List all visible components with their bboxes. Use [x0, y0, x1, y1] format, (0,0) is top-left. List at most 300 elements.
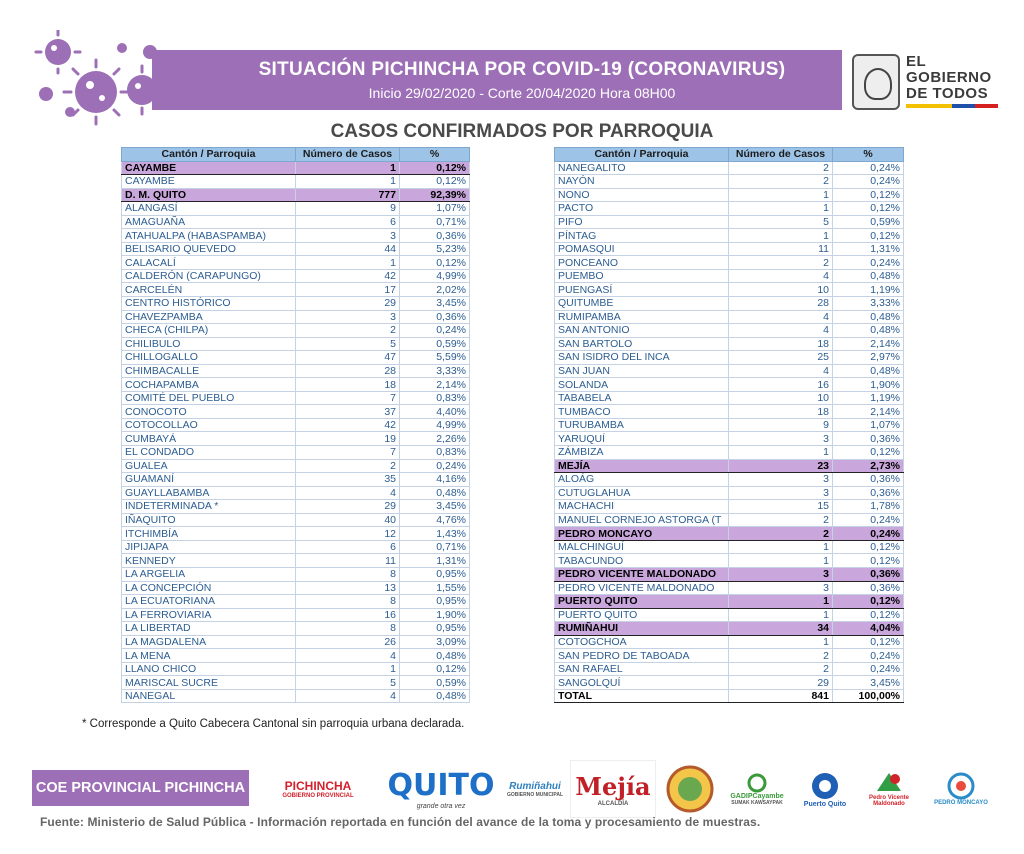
table-row [122, 662, 470, 676]
cell-name: CUMBAYÁ [122, 432, 296, 446]
canton-total-row [122, 161, 470, 175]
cell-cases: 3 [296, 310, 400, 324]
table-row [555, 337, 904, 351]
cell-name: CAYAMBE [122, 175, 296, 189]
cell-cases: 6 [296, 540, 400, 554]
cell-pct: 0,12% [833, 446, 904, 460]
cell-cases: 28 [729, 297, 833, 311]
table-row [122, 432, 470, 446]
cell-pct: 3,45% [400, 500, 470, 514]
cell-pct: 0,95% [400, 622, 470, 636]
table-row [122, 608, 470, 622]
cell-cases: 18 [729, 337, 833, 351]
cell-name: ITCHIMBÍA [122, 527, 296, 541]
cell-cases: 2 [729, 513, 833, 527]
table-row [555, 635, 904, 649]
table-row [122, 229, 470, 243]
cell-pct: 0,83% [400, 446, 470, 460]
col-header-pct: % [400, 148, 470, 162]
table-row [122, 391, 470, 405]
total-row [555, 689, 904, 703]
cell-pct: 3,45% [400, 297, 470, 311]
cell-cases: 7 [296, 446, 400, 460]
cell-name: LA CONCEPCIÓN [122, 581, 296, 595]
cell-name: SAN PEDRO DE TABOADA [555, 649, 729, 663]
cell-name: PUERTO QUITO [555, 595, 729, 609]
cell-pct: 4,04% [833, 622, 904, 636]
cell-name: PONCEANO [555, 256, 729, 270]
cell-cases: 29 [296, 500, 400, 514]
cell-name: ATAHUALPA (HABASPAMBA) [122, 229, 296, 243]
cell-cases: 9 [729, 418, 833, 432]
table-header-row [122, 148, 470, 162]
cell-cases: 1 [296, 161, 400, 175]
cell-name: SANGOLQUÍ [555, 676, 729, 690]
municipal-seal-icon [664, 760, 716, 818]
cell-name: MANUEL CORNEJO ASTORGA (T [555, 513, 729, 527]
cell-pct: 0,24% [833, 527, 904, 541]
table-row [122, 446, 470, 460]
cell-name: ALOÁG [555, 473, 729, 487]
cell-cases: 10 [729, 283, 833, 297]
cell-name: QUITUMBE [555, 297, 729, 311]
report-title: SITUACIÓN PICHINCHA POR COVID-19 (CORONAVIRUS) [258, 59, 786, 80]
cell-name: POMASQUI [555, 242, 729, 256]
rumiñahui-logo: Rumiñahui GOBIERNO MUNICIPAL [506, 780, 564, 798]
cell-name: PEDRO MONCAYO [555, 527, 729, 541]
table-row [555, 486, 904, 500]
cell-cases: 3 [729, 473, 833, 487]
cell-cases: 6 [296, 215, 400, 229]
table-row [555, 188, 904, 202]
cell-cases: 4 [729, 310, 833, 324]
table-row [555, 215, 904, 229]
table-row [555, 391, 904, 405]
cell-pct: 0,71% [400, 215, 470, 229]
cell-name: AMAGUAÑA [122, 215, 296, 229]
cell-name: MEJÍA [555, 459, 729, 473]
table-row [555, 269, 904, 283]
cell-cases: 777 [296, 188, 400, 202]
cell-pct: 0,24% [400, 324, 470, 338]
cell-pct: 100,00% [833, 689, 904, 703]
cell-cases: 40 [296, 513, 400, 527]
cell-cases: 10 [729, 391, 833, 405]
table-row [122, 513, 470, 527]
cell-cases: 3 [729, 486, 833, 500]
cell-cases: 13 [296, 581, 400, 595]
cell-cases: 1 [729, 202, 833, 216]
cell-name: PEDRO VICENTE MALDONADO [555, 581, 729, 595]
table-row [555, 500, 904, 514]
cell-cases: 3 [729, 581, 833, 595]
table-row [122, 635, 470, 649]
table-row [122, 486, 470, 500]
table-row [122, 202, 470, 216]
table-row [122, 567, 470, 581]
cell-pct: 0,12% [833, 540, 904, 554]
cell-pct: 0,12% [833, 554, 904, 568]
table-row [122, 310, 470, 324]
cell-cases: 3 [729, 432, 833, 446]
cell-pct: 0,95% [400, 595, 470, 609]
cell-name: LA FERROVIARIA [122, 608, 296, 622]
cell-cases: 34 [729, 622, 833, 636]
canton-total-row [555, 595, 904, 609]
table-row [555, 554, 904, 568]
cell-name: SAN ISIDRO DEL INCA [555, 351, 729, 365]
cell-cases: 1 [729, 635, 833, 649]
cell-name: CHIMBACALLE [122, 364, 296, 378]
table-row [122, 500, 470, 514]
table-row [122, 676, 470, 690]
table-row [122, 242, 470, 256]
cell-name: TABABELA [555, 391, 729, 405]
table-row [122, 540, 470, 554]
cell-name: PUEMBO [555, 269, 729, 283]
cell-name: CAYAMBE [122, 161, 296, 175]
cell-pct: 0,48% [833, 364, 904, 378]
coat-of-arms-icon [852, 54, 900, 110]
cell-name: YARUQUÍ [555, 432, 729, 446]
section-title: CASOS CONFIRMADOS POR PARROQUIA [330, 121, 714, 142]
cell-cases: 9 [296, 202, 400, 216]
cell-pct: 0,36% [833, 486, 904, 500]
report-subtitle: Inicio 29/02/2020 - Corte 20/04/2020 Hora 08H00 [368, 85, 676, 101]
table-row [555, 283, 904, 297]
table-row [122, 297, 470, 311]
cell-name: COMITÉ DEL PUEBLO [122, 391, 296, 405]
cell-name: MALCHINGUÍ [555, 540, 729, 554]
cell-pct: 0,36% [400, 310, 470, 324]
table-row [555, 256, 904, 270]
cell-name: RUMIÑAHUI [555, 622, 729, 636]
cell-cases: 11 [729, 242, 833, 256]
table-row [555, 608, 904, 622]
mejia-logo: Mejía ALCALDÍA [570, 760, 656, 818]
cell-name: SAN JUAN [555, 364, 729, 378]
table-row [555, 161, 904, 175]
cell-cases: 4 [729, 269, 833, 283]
cell-cases: 7 [296, 391, 400, 405]
cell-pct: 5,59% [400, 351, 470, 365]
cell-name: EL CONDADO [122, 446, 296, 460]
table-row [555, 581, 904, 595]
cell-cases: 4 [296, 689, 400, 703]
cell-cases: 12 [296, 527, 400, 541]
cell-name: TABACUNDO [555, 554, 729, 568]
cell-cases: 1 [296, 175, 400, 189]
cell-cases: 1 [729, 554, 833, 568]
cell-name: MACHACHI [555, 500, 729, 514]
cell-name: TURUBAMBA [555, 418, 729, 432]
cell-pct: 0,59% [400, 337, 470, 351]
cell-name: INDETERMINADA * [122, 500, 296, 514]
cell-cases: 4 [296, 649, 400, 663]
table-row [122, 473, 470, 487]
cell-pct: 0,12% [833, 229, 904, 243]
cell-pct: 4,99% [400, 418, 470, 432]
cell-pct: 1,19% [833, 391, 904, 405]
table-row [555, 418, 904, 432]
quito-logo: QUITO grande otra vez [387, 768, 495, 810]
cell-pct: 1,07% [400, 202, 470, 216]
col-header-name: Cantón / Parroquia [122, 148, 296, 162]
cell-pct: 0,36% [833, 473, 904, 487]
cell-cases: 1 [729, 595, 833, 609]
table-row [555, 432, 904, 446]
cell-name: NANEGAL [122, 689, 296, 703]
cell-cases: 18 [296, 378, 400, 392]
table-row [122, 554, 470, 568]
source-note: Fuente: Ministerio de Salud Pública - Información reportada en función del avance de la toma y procesamiento de muestras. [40, 815, 761, 829]
cell-name: PIFO [555, 215, 729, 229]
col-header-pct: % [833, 148, 904, 162]
cell-name: COTOCOLLAO [122, 418, 296, 432]
cell-cases: 42 [296, 269, 400, 283]
cell-cases: 1 [729, 446, 833, 460]
cell-cases: 23 [729, 459, 833, 473]
table-row [122, 595, 470, 609]
cell-pct: 1,19% [833, 283, 904, 297]
gobierno-logo: EL GOBIERNO DE TODOS [852, 52, 1002, 114]
table-row [122, 378, 470, 392]
cell-cases: 4 [729, 324, 833, 338]
cell-pct: 1,78% [833, 500, 904, 514]
cell-pct: 0,12% [833, 635, 904, 649]
cases-table-right [554, 147, 904, 703]
cell-pct: 2,14% [833, 405, 904, 419]
cell-pct: 0,83% [400, 391, 470, 405]
table-row [122, 689, 470, 703]
cell-pct: 0,36% [833, 581, 904, 595]
cell-pct: 0,24% [400, 459, 470, 473]
table-row [555, 378, 904, 392]
cell-cases: 2 [729, 662, 833, 676]
cell-name: SAN RAFAEL [555, 662, 729, 676]
table-row [122, 215, 470, 229]
cell-pct: 1,31% [833, 242, 904, 256]
table-row [555, 649, 904, 663]
table-row [555, 540, 904, 554]
table-row [122, 324, 470, 338]
cell-cases: 5 [729, 215, 833, 229]
cell-name: LA ECUATORIANA [122, 595, 296, 609]
table-row [555, 676, 904, 690]
footnote: * Corresponde a Quito Cabecera Cantonal sin parroquia urbana declarada. [82, 718, 465, 730]
cell-pct: 0,59% [400, 676, 470, 690]
table-row [122, 337, 470, 351]
canton-total-row [555, 527, 904, 541]
cell-pct: 1,07% [833, 418, 904, 432]
cell-pct: 0,24% [833, 256, 904, 270]
cell-cases: 2 [729, 256, 833, 270]
cell-cases: 26 [296, 635, 400, 649]
cases-table-left [121, 147, 470, 703]
cell-cases: 1 [296, 662, 400, 676]
table-row [555, 405, 904, 419]
cell-cases: 5 [296, 676, 400, 690]
cell-pct: 3,45% [833, 676, 904, 690]
cell-cases: 29 [296, 297, 400, 311]
table-row [555, 364, 904, 378]
cell-cases: 4 [296, 486, 400, 500]
cell-name: MARISCAL SUCRE [122, 676, 296, 690]
cell-pct: 0,48% [833, 310, 904, 324]
canton-total-row [555, 459, 904, 473]
cell-name: NANEGALITO [555, 161, 729, 175]
cell-pct: 0,12% [833, 608, 904, 622]
col-header-cases: Número de Casos [729, 148, 833, 162]
cell-cases: 44 [296, 242, 400, 256]
cell-name: CONOCOTO [122, 405, 296, 419]
table-row [555, 202, 904, 216]
cell-cases: 42 [296, 418, 400, 432]
cell-pct: 4,40% [400, 405, 470, 419]
col-header-name: Cantón / Parroquia [555, 148, 729, 162]
cell-name: BELISARIO QUEVEDO [122, 242, 296, 256]
cell-pct: 5,23% [400, 242, 470, 256]
table-row [122, 364, 470, 378]
cell-pct: 3,33% [833, 297, 904, 311]
cell-name: CARCELÉN [122, 283, 296, 297]
cell-name: PÍNTAG [555, 229, 729, 243]
cell-pct: 2,97% [833, 351, 904, 365]
table-header-row [555, 148, 904, 162]
pvm-logo: Pedro Vicente Maldonado [858, 760, 920, 818]
cell-cases: 2 [729, 649, 833, 663]
table-row [122, 622, 470, 636]
cell-pct: 0,71% [400, 540, 470, 554]
cell-pct: 0,24% [833, 161, 904, 175]
table-row [555, 229, 904, 243]
cell-pct: 0,12% [400, 161, 470, 175]
table-row [555, 175, 904, 189]
cell-cases: 1 [729, 229, 833, 243]
col-header-cases: Número de Casos [296, 148, 400, 162]
cell-pct: 2,26% [400, 432, 470, 446]
table-row [122, 581, 470, 595]
cell-cases: 3 [296, 229, 400, 243]
cell-pct: 1,43% [400, 527, 470, 541]
cell-name: CALACALÍ [122, 256, 296, 270]
cell-pct: 2,14% [833, 337, 904, 351]
cell-cases: 47 [296, 351, 400, 365]
canton-total-row [555, 622, 904, 636]
pedro-moncayo-logo: PEDRO MONCAYO [926, 760, 996, 818]
cell-pct: 0,36% [833, 432, 904, 446]
cayambe-logo: GADIPCayambe SUMAK KAWSAYPAK [724, 760, 790, 818]
cell-pct: 0,12% [833, 595, 904, 609]
cell-pct: 0,48% [400, 689, 470, 703]
cell-name: SAN BARTOLO [555, 337, 729, 351]
cell-cases: 1 [729, 608, 833, 622]
cell-cases: 3 [729, 567, 833, 581]
table-row [555, 446, 904, 460]
cell-cases: 841 [729, 689, 833, 703]
cell-pct: 0,48% [400, 649, 470, 663]
canton-total-row [555, 567, 904, 581]
cell-cases: 15 [729, 500, 833, 514]
cell-pct: 0,36% [400, 229, 470, 243]
cell-cases: 2 [296, 324, 400, 338]
table-row [122, 351, 470, 365]
table-row [122, 459, 470, 473]
cell-name: TOTAL [555, 689, 729, 703]
cell-pct: 3,33% [400, 364, 470, 378]
cell-pct: 4,99% [400, 269, 470, 283]
cell-pct: 0,24% [833, 649, 904, 663]
cell-cases: 5 [296, 337, 400, 351]
flag-stripe [906, 104, 998, 108]
cell-name: TUMBACO [555, 405, 729, 419]
cell-cases: 35 [296, 473, 400, 487]
cell-name: PUENGASÍ [555, 283, 729, 297]
cell-pct: 0,59% [833, 215, 904, 229]
cell-pct: 3,09% [400, 635, 470, 649]
cell-name: ALANGASÍ [122, 202, 296, 216]
cell-pct: 0,48% [400, 486, 470, 500]
cell-pct: 1,90% [833, 378, 904, 392]
cell-name: PACTO [555, 202, 729, 216]
cell-pct: 0,12% [400, 175, 470, 189]
cell-name: CHECA (CHILPA) [122, 324, 296, 338]
table-row [122, 649, 470, 663]
cell-name: JIPIJAPA [122, 540, 296, 554]
cell-name: RUMIPAMBA [555, 310, 729, 324]
cell-pct: 0,12% [833, 188, 904, 202]
cell-name: ZÁMBIZA [555, 446, 729, 460]
cell-pct: 0,36% [833, 567, 904, 581]
cell-name: SOLANDA [555, 378, 729, 392]
table-row [122, 527, 470, 541]
cell-cases: 28 [296, 364, 400, 378]
cell-name: SAN ANTONIO [555, 324, 729, 338]
table-row [555, 242, 904, 256]
cell-name: CALDERÓN (CARAPUNGO) [122, 269, 296, 283]
cell-cases: 8 [296, 595, 400, 609]
cell-cases: 8 [296, 567, 400, 581]
cell-pct: 4,16% [400, 473, 470, 487]
cell-name: CHILLOGALLO [122, 351, 296, 365]
cell-name: GUALEA [122, 459, 296, 473]
table-row [122, 283, 470, 297]
cell-pct: 0,24% [833, 513, 904, 527]
cell-name: LA ARGELIA [122, 567, 296, 581]
cell-name: KENNEDY [122, 554, 296, 568]
cell-pct: 0,24% [833, 175, 904, 189]
cell-cases: 4 [729, 364, 833, 378]
table-row [555, 297, 904, 311]
cell-cases: 8 [296, 622, 400, 636]
coe-label: COE PROVINCIAL PICHINCHA [32, 770, 249, 806]
cell-name: IÑAQUITO [122, 513, 296, 527]
cell-pct: 2,02% [400, 283, 470, 297]
table-row [122, 175, 470, 189]
cell-pct: 0,24% [833, 662, 904, 676]
partner-logos [258, 760, 998, 818]
cell-cases: 25 [729, 351, 833, 365]
cell-pct: 1,90% [400, 608, 470, 622]
table-row [555, 473, 904, 487]
pichincha-logo: PICHINCHA GOBIERNO PROVINCIAL [282, 779, 354, 799]
cell-name: COCHAPAMBA [122, 378, 296, 392]
cell-pct: 4,76% [400, 513, 470, 527]
cell-cases: 16 [729, 378, 833, 392]
canton-total-row [122, 188, 470, 202]
cell-name: LA MAGDALENA [122, 635, 296, 649]
cell-name: PEDRO VICENTE MALDONADO [555, 567, 729, 581]
